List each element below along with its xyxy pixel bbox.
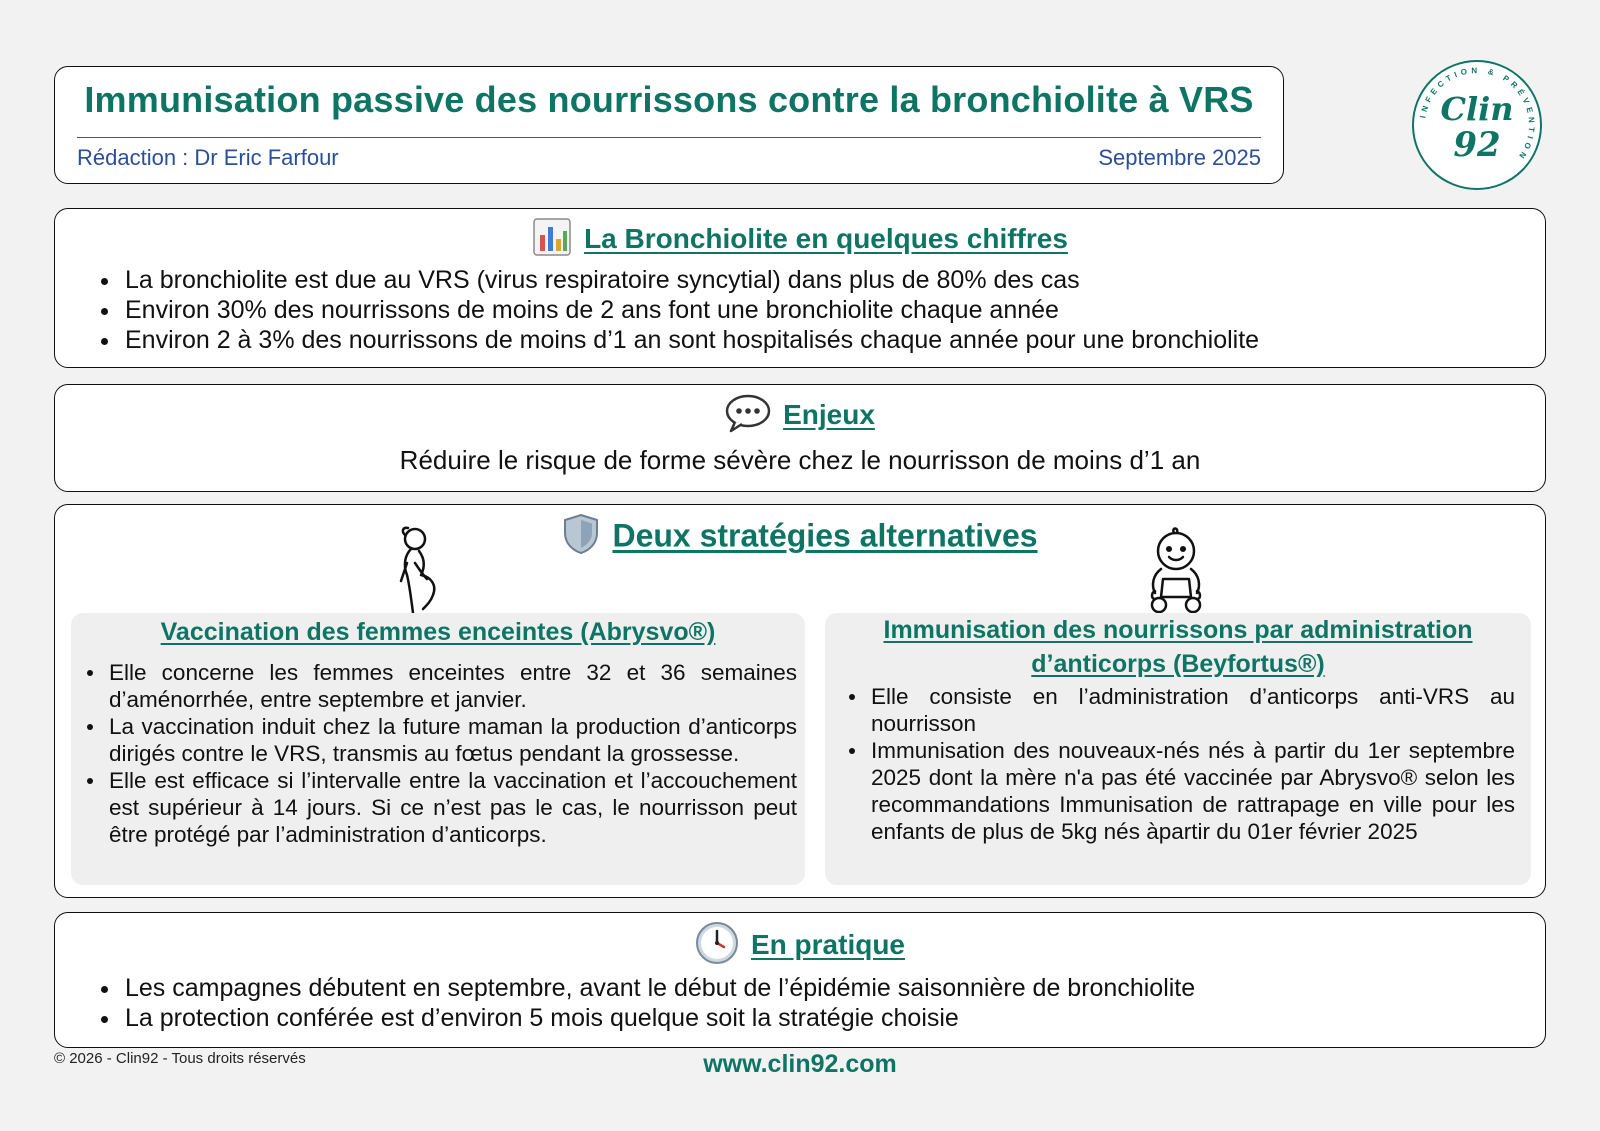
strategies-title: Deux stratégies alternatives	[612, 517, 1038, 554]
baby-icon	[1141, 523, 1211, 615]
chiffres-title: La Bronchiolite en quelques chiffres	[584, 222, 1068, 254]
vaccination-title: Vaccination des femmes enceintes (Abrysvo®)	[160, 618, 716, 646]
strategy-card-anticorps	[825, 613, 1531, 885]
clin92-logo	[1410, 58, 1544, 192]
pratique-section	[54, 912, 1546, 1048]
enjeux-title: Enjeux	[783, 398, 875, 430]
list-item: Les campagnes débutent en septembre, avant le début de l’épidémie saisonnière de bronchiolite	[93, 973, 1195, 1003]
list-item: Environ 2 à 3% des nourrissons de moins d’1 an sont hospitalisés chaque année pour une bronchiolite	[93, 325, 1259, 355]
page-title: Immunisation passive des nourrissons contre la bronchiolite à VRS	[84, 79, 1254, 120]
enjeux-section	[54, 384, 1546, 492]
list-item: La vaccination induit chez la future maman la production d’anticorps dirigés contre le VRS, transmis au fœtus pendant la grossesse.	[79, 713, 797, 767]
bar-chart-icon	[532, 217, 572, 264]
list-item: Elle est efficace si l’intervalle entre la vaccination et l’accouchement est supérieur à 14 jours. Si ce n’est pas le cas, le nourrisson peut être protégé par l’administration d’anticorps.	[79, 767, 797, 848]
list-item: Elle concerne les femmes enceintes entre 32 et 36 semaines d’aménorrhée, entre septembre et janvier.	[79, 659, 797, 713]
date-label: Septembre 2025	[1098, 145, 1261, 170]
pregnant-woman-icon	[381, 523, 451, 615]
shield-icon	[562, 513, 600, 563]
clock-icon	[695, 921, 739, 972]
chiffres-list	[93, 265, 1259, 355]
anticorps-title: Immunisation des nourrissons par administration d’anticorps (Beyfortus®)	[883, 616, 1473, 678]
logo-ring-text: INFECTION & PRÉVENTION	[1418, 65, 1537, 164]
strategy-card-vaccination	[71, 613, 805, 885]
vaccination-list	[79, 659, 797, 848]
list-item: La bronchiolite est due au VRS (virus respiratoire syncytial) dans plus de 80% des cas	[93, 265, 1259, 295]
enjeux-text: Réduire le risque de forme sévère chez le nourrisson de moins d’1 an	[399, 445, 1201, 475]
pratique-list	[93, 973, 1195, 1033]
enjeux-heading	[55, 393, 1545, 440]
list-item: La protection conférée est d’environ 5 mois quelque soit la stratégie choisie	[93, 1003, 1195, 1033]
logo-number: 92	[1453, 125, 1501, 165]
logo-name: Clin	[1440, 90, 1514, 128]
header-box	[54, 66, 1284, 184]
copyright-text: © 2026 - Clin92 - Tous droits réservés	[54, 1050, 306, 1067]
author-label: Rédaction : Dr Eric Farfour	[77, 145, 339, 170]
website-link[interactable]: www.clin92.com	[703, 1050, 897, 1078]
chiffres-section	[54, 208, 1546, 368]
header-divider	[77, 137, 1261, 138]
pratique-heading	[55, 921, 1545, 972]
list-item: Environ 30% des nourrissons de moins de 2 ans font une bronchiolite chaque année	[93, 295, 1259, 325]
anticorps-list	[841, 683, 1515, 845]
strategies-heading	[55, 513, 1545, 563]
strategies-section	[54, 504, 1546, 898]
pratique-title: En pratique	[750, 928, 905, 960]
chiffres-heading	[55, 217, 1545, 264]
list-item: Immunisation des nouveaux-nés nés à partir du 1er septembre 2025 dont la mère n'a pas été vaccinée par Abrysvo® selon les recommandations Immunisation de rattrapage en ville pour les enfants de plus de 5kg nés àpartir du 01er février 2025	[841, 737, 1515, 845]
list-item: Elle consiste en l’administration d’anticorps anti-VRS au nourrisson	[841, 683, 1515, 737]
speech-bubble-icon	[725, 393, 771, 440]
